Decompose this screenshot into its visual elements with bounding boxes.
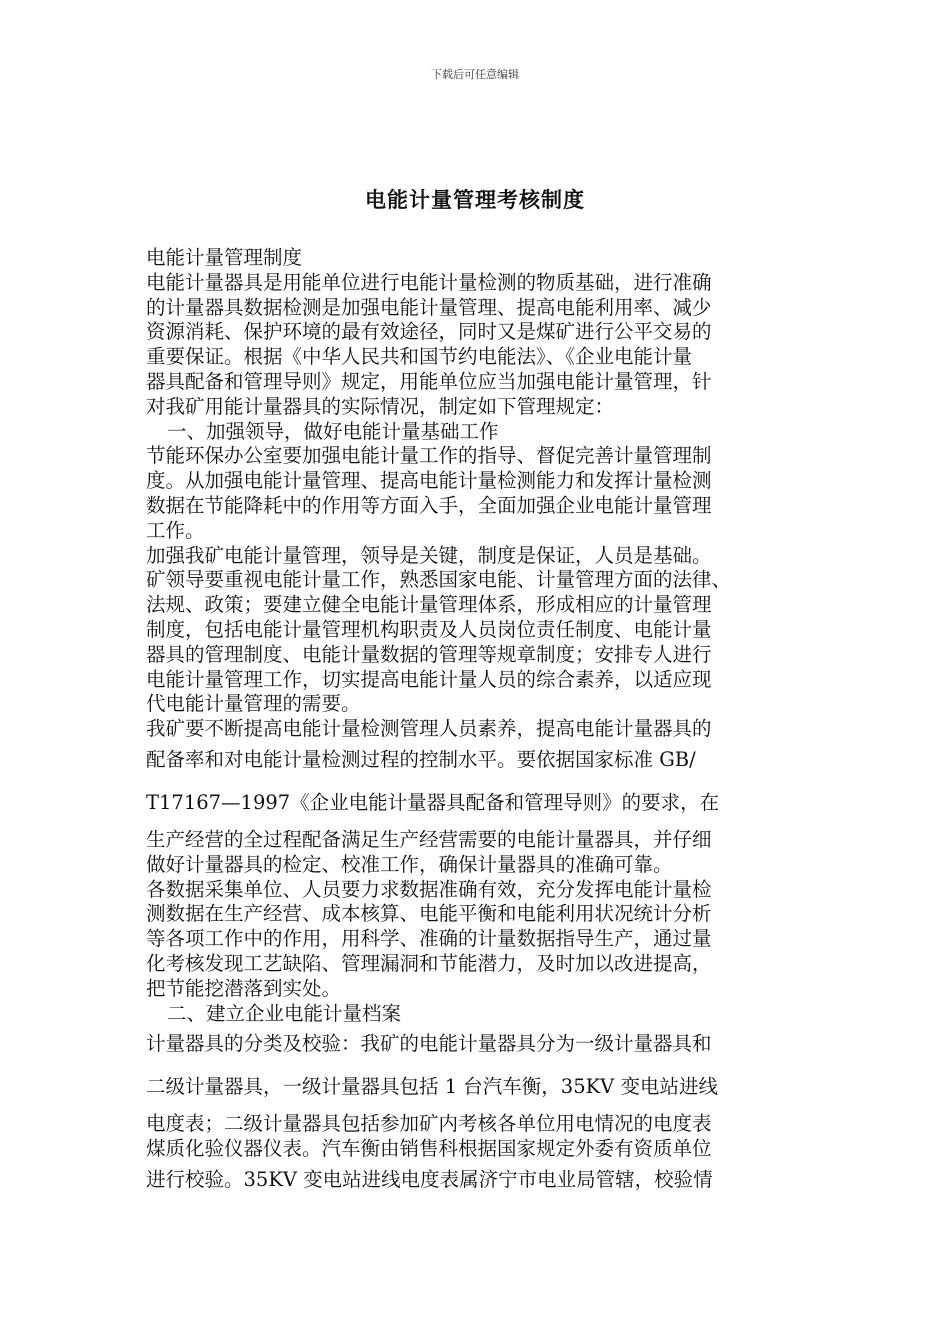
paragraph-line: 做好计量器具的检定、校准工作，确保计量器具的准确可靠。 — [146, 852, 673, 876]
paragraph-line: 度。从加强电能计量管理、提高电能计量检测能力和发挥计量检测 — [146, 469, 712, 493]
document-title: 电能计量管理考核制度 — [365, 188, 585, 212]
paragraph-line: 煤质化验仪器仪表。汽车衡由销售科根据国家规定外委有资质单位 — [146, 1137, 712, 1161]
paragraph-line: 测数据在生产经营、成本核算、电能平衡和电能利用状况统计分析 — [146, 902, 712, 926]
paragraph-line: 对我矿用能计量器具的实际情况，制定如下管理规定： — [146, 394, 615, 418]
header-note: 下载后可任意编辑 — [431, 68, 519, 81]
paragraph-line: 二级计量器具，一级计量器具包括 1 台汽车衡，35KV 变电站进线 — [146, 1075, 718, 1099]
paragraph-line: 资源消耗、保护环境的最有效途径，同时又是煤矿进行公平交易的 — [146, 320, 712, 344]
paragraph-line: 加强我矿电能计量管理，领导是关键，制度是保证，人员是基础。 — [146, 543, 712, 567]
paragraph-line: T17167—1997《企业电能计量器具配备和管理导则》的要求，在 — [146, 790, 720, 814]
paragraph-line: 重要保证。根据《中华人民共和国节约电能法》、《企业电能计量 — [146, 345, 693, 369]
paragraph-line: 进行校验。35KV 变电站进线电度表属济宁市电业局管辖，校验情 — [146, 1167, 713, 1191]
paragraph-line: 各数据采集单位、人员要力求数据准确有效，充分发挥电能计量检 — [146, 877, 712, 901]
paragraph-line: 我矿要不断提高电能计量检测管理人员素养，提高电能计量器具的 — [146, 717, 712, 741]
paragraph-line: 计量器具的分类及校验：我矿的电能计量器具分为一级计量器具和 — [146, 1032, 712, 1056]
paragraph-line: 等各项工作中的作用，用科学、准确的计量数据指导生产，通过量 — [146, 927, 712, 951]
paragraph-line: 生产经营的全过程配备满足生产经营需要的电能计量器具，并仔细 — [146, 827, 712, 851]
paragraph-line: 配备率和对电能计量检测过程的控制水平。要依据国家标准 GB/ — [146, 747, 696, 771]
paragraph-line: 数据在节能降耗中的作用等方面入手，全面加强企业电能计量管理 — [146, 493, 712, 517]
section-heading: 一、加强领导，做好电能计量基础工作 — [167, 419, 499, 443]
paragraph-line: 器具配备和管理导则》规定，用能单位应当加强电能计量管理，针 — [146, 369, 712, 393]
paragraph-line: 工作。 — [146, 518, 205, 542]
document-body — [146, 246, 810, 1205]
paragraph-line: 矿领导要重视电能计量工作，熟悉国家电能、计量管理方面的法律、 — [146, 568, 732, 592]
paragraph-line: 电能计量器具是用能单位进行电能计量检测的物质基础，进行准确 — [146, 270, 712, 294]
paragraph-line: 把节能挖潜落到实处。 — [146, 976, 342, 1000]
section-heading: 二、建立企业电能计量档案 — [167, 1001, 402, 1025]
paragraph-line: 的计量器具数据检测是加强电能计量管理、提高电能利用率、减少 — [146, 295, 712, 319]
paragraph-line: 器具的管理制度、电能计量数据的管理等规章制度；安排专人进行 — [146, 642, 712, 666]
paragraph-line: 代电能计量管理的需要。 — [146, 692, 361, 716]
paragraph-line: 电能计量管理工作，切实提高电能计量人员的综合素养，以适应现 — [146, 667, 712, 691]
paragraph-line: 制度，包括电能计量管理机构职责及人员岗位责任制度、电能计量 — [146, 617, 712, 641]
paragraph-line: 化考核发现工艺缺陷、管理漏洞和节能潜力，及时加以改进提高， — [146, 951, 712, 975]
paragraph-line: 电度表；二级计量器具包括参加矿内考核各单位用电情况的电度表 — [146, 1112, 712, 1136]
section-heading: 电能计量管理制度 — [146, 246, 303, 269]
paragraph-line: 节能环保办公室要加强电能计量工作的指导、督促完善计量管理制 — [146, 444, 712, 468]
paragraph-line: 法规、政策；要建立健全电能计量管理体系，形成相应的计量管理 — [146, 593, 712, 617]
